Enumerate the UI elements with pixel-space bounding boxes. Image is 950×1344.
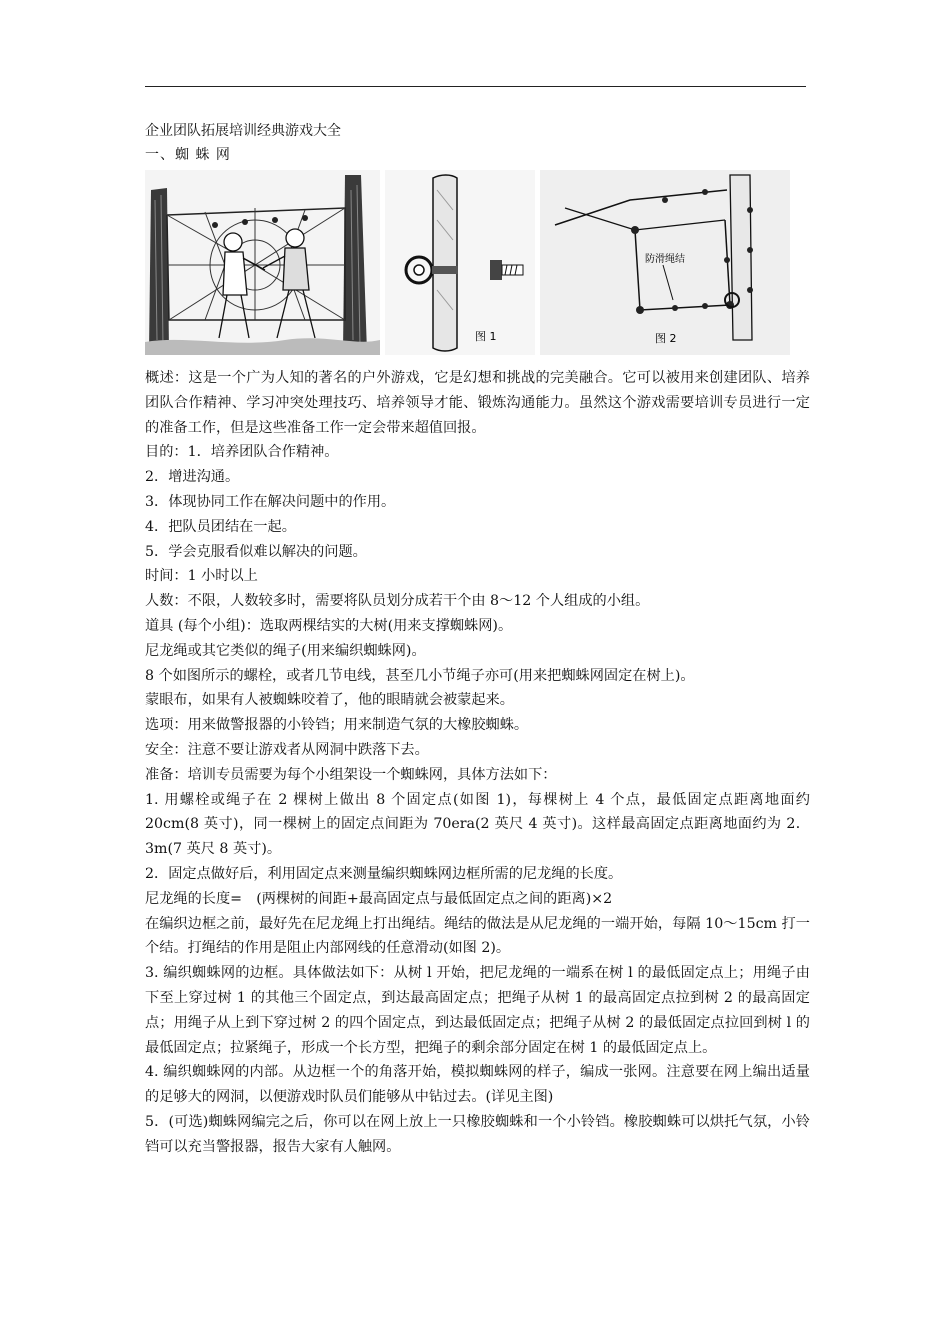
figure-2-knots <box>540 170 790 355</box>
participants-line: 人数：不限，人数较多时，需要将队员划分成若干个由 8～12 个人组成的小组。 <box>145 593 650 610</box>
formula-line: 尼龙绳的长度= (两棵树的间距+最高固定点与最低固定点之间的距离)×2 <box>145 890 613 907</box>
figure-1-bolt <box>385 170 535 355</box>
spider-web-illustration <box>145 170 380 355</box>
header-rule <box>145 86 806 87</box>
step-paragraph: 2．固定点做好后，利用固定点来测量编织蜘蛛网边框所需的尼龙绳的长度。 <box>145 865 623 882</box>
preparation-line: 准备：培训专员需要为每个小组架设一个蜘蛛网，具体方法如下： <box>145 766 557 783</box>
options-line: 选项：用来做警报器的小铃铛；用来制造气氛的大橡胶蜘蛛。 <box>145 717 529 734</box>
step-paragraph: 5．(可选)蜘蛛网编完之后，你可以在网上放上一只橡胶蜘蛛和一个小铃铛。橡胶蜘蛛可以烘托气氛，小铃铛可以充当警报器，报告大家有人触网。 <box>145 1113 810 1155</box>
document-title: 企业团队拓展培训经典游戏大全 <box>145 123 341 139</box>
step-paragraph: 1. 用螺栓或绳子在 2 棵树上做出 8 个固定点(如图 1)，每棵树上 4 个点，最低固定点距离地面约 20cm(8 英寸)，同一棵树上的固定点间距为 70era(2 英尺 4 英寸)。这样最高固定点距离地面约为 2．3m(7 英尺 8 英寸)。 <box>145 791 810 858</box>
safety-line: 安全：注意不要让游戏者从网洞中跌落下去。 <box>145 741 429 758</box>
purpose-item: 5．学会克服看似难以解决的问题。 <box>145 543 367 560</box>
props-line: 蒙眼布，如果有人被蜘蛛咬着了，他的眼睛就会被蒙起来。 <box>145 692 514 709</box>
purpose-item: 目的：1．培养团队合作精神。 <box>145 444 339 461</box>
section-title: 一、蜘 蛛 网 <box>145 147 231 163</box>
purpose-item: 2．增进沟通。 <box>145 469 240 486</box>
purpose-item: 3．体现协同工作在解决问题中的作用。 <box>145 493 396 510</box>
props-line: 尼龙绳或其它类似的绳子(用来编织蜘蛛网)。 <box>145 642 426 659</box>
time-line: 时间：1 小时以上 <box>145 568 258 585</box>
step-paragraph: 4. 编织蜘蛛网的内部。从边框一个的角落开始，模拟蜘蛛网的样子，编成一张网。注意要在网上编出适量的足够大的网洞，以便游戏时队员们能够从中钻过去。(详见主图) <box>145 1064 810 1106</box>
figure-1-label: 图 1 <box>475 330 497 343</box>
step-paragraph: 3. 编织蜘蛛网的边框。具体做法如下：从树 l 开始，把尼龙绳的一端系在树 l 的最低固定点上；用绳子由下至上穿过树 1 的其他三个固定点，到达最高固定点；把绳子从树 1 的最高固定点拉到树 2 的最高固定点；用绳子从上到下穿过树 2 的四个固定点，到达最低固定点；把绳子从树 2 的最低固定点拉回到树 l 的最低固定点；拉紧绳子，形成一个长方型，把绳子的剩余部分固定在树 1 的最低固定点上。 <box>145 965 810 1056</box>
article-body <box>145 366 810 1160</box>
illustration-strip <box>145 170 790 355</box>
purpose-item: 4．把队员团结在一起。 <box>145 518 296 535</box>
props-line: 8 个如图所示的螺栓，或者几节电线，甚至几小节绳子亦可(用来把蜘蛛网固定在树上)。 <box>145 667 695 684</box>
props-line: 道具 (每个小组)：选取两棵结实的大树(用来支撑蜘蛛网)。 <box>145 617 513 634</box>
figure-2-label: 图 2 <box>655 332 677 345</box>
figure-2-annotation: 防滑绳结 <box>645 254 685 265</box>
step-paragraph: 在编织边框之前，最好先在尼龙绳上打出绳结。绳结的做法是从尼龙绳的一端开始，每隔 10～15cm 打一个结。打绳结的作用是阻止内部网线的任意滑动(如图 2)。 <box>145 915 810 957</box>
overview-paragraph: 概述：这是一个广为人知的著名的户外游戏，它是幻想和挑战的完美融合。它可以被用来创建团队、培养团队合作精神、学习冲突处理技巧、培养领导才能、锻炼沟通能力。虽然这个游戏需要培训专员进行一定的准备工作，但是这些准备工作一定会带来超值回报。 <box>145 370 810 436</box>
